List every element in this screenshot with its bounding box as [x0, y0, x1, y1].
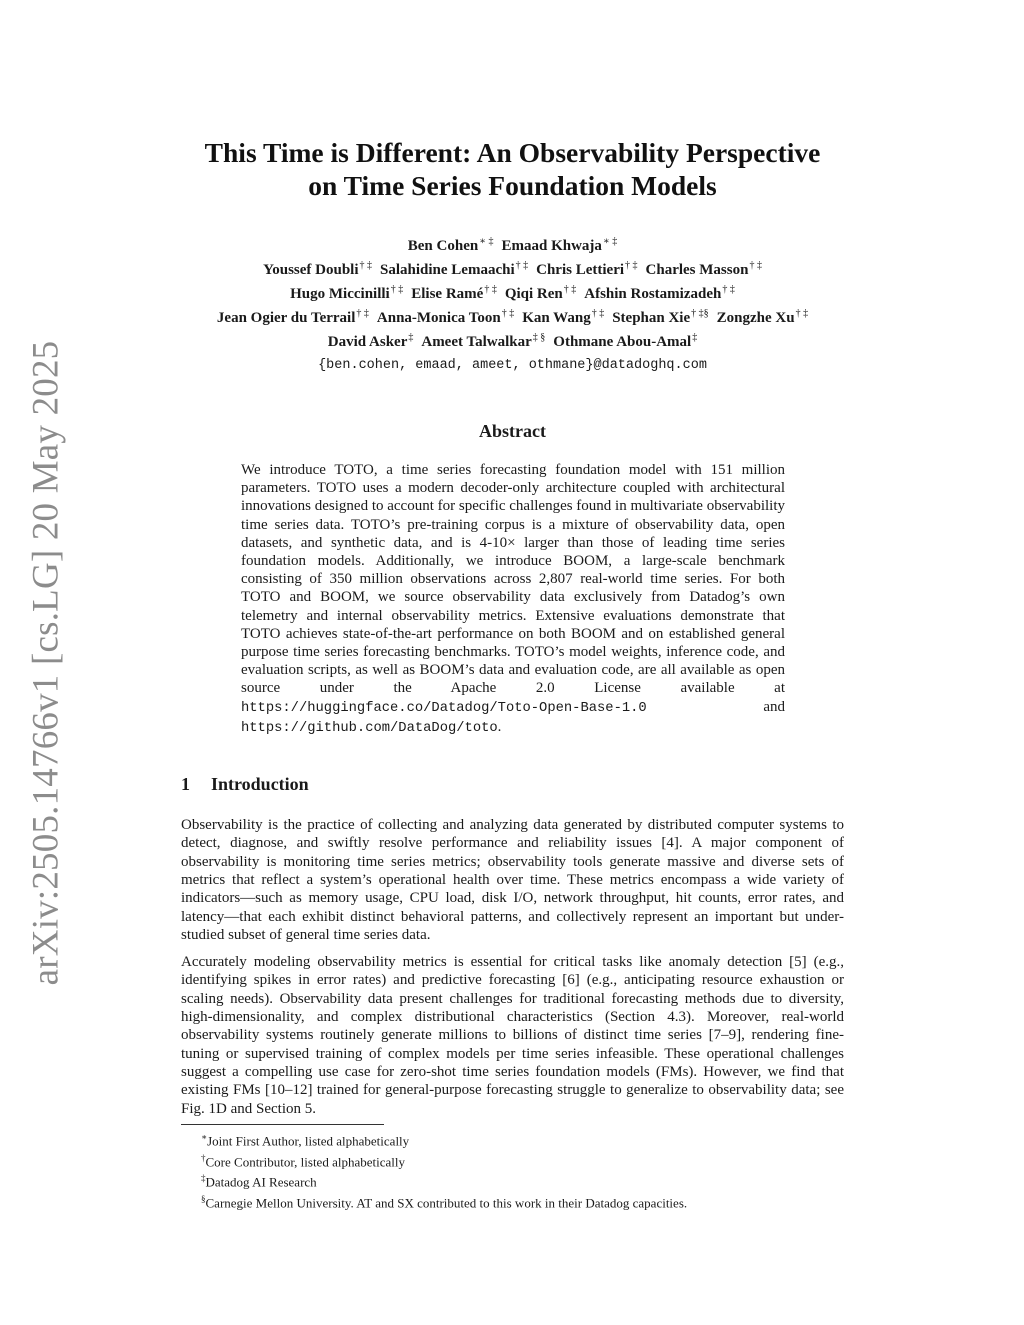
- author-affiliation-mark: ‡: [692, 332, 698, 343]
- author-line: [181, 304, 844, 328]
- arxiv-stamp: [16, 340, 76, 986]
- abstract-and: and: [646, 698, 785, 715]
- author-affiliation-mark: † ‡§: [691, 308, 709, 319]
- author-name: Elise Ramé† ‡: [411, 284, 497, 302]
- author-block: [181, 232, 844, 376]
- author-name: Qiqi Ren† ‡: [504, 284, 577, 302]
- footnote: [201, 1150, 844, 1171]
- author-name: Ameet Talwalkar‡ §: [421, 332, 546, 350]
- footnote-mark: ‡: [201, 1173, 206, 1184]
- section-heading: [181, 774, 844, 795]
- footnote-text: Joint First Author, listed alphabetically: [207, 1133, 410, 1149]
- footnote-text: Datadog AI Research: [205, 1174, 317, 1190]
- author-affiliation-mark: † ‡: [625, 260, 638, 271]
- author-affiliation-mark: ∗ ‡: [602, 236, 618, 247]
- author-line: [181, 280, 844, 304]
- author-affiliation-mark: † ‡: [501, 308, 515, 319]
- author-name: Charles Masson† ‡: [645, 260, 762, 278]
- title-line-1: This Time is Different: An Observability Perspective: [204, 137, 821, 168]
- author-affiliation-mark: † ‡: [484, 284, 497, 295]
- author-affiliation-mark: † ‡: [749, 260, 762, 271]
- author-name: Anna-Monica Toon† ‡: [376, 308, 515, 326]
- author-line: [181, 256, 844, 280]
- author-affiliation-mark: ‡ §: [532, 332, 546, 343]
- author-affiliation-mark: † ‡: [795, 308, 809, 319]
- author-affiliation-mark: † ‡: [515, 260, 529, 271]
- footnote: [201, 1191, 844, 1212]
- author-line: [181, 232, 844, 256]
- author-name: Salahidine Lemaachi† ‡: [380, 260, 529, 278]
- title-line-2: on Time Series Foundation Models: [308, 170, 717, 201]
- footnote-mark: §: [201, 1194, 206, 1205]
- footnote-text: Core Contributor, listed alphabetically: [205, 1153, 405, 1169]
- abstract-end: .: [497, 718, 502, 735]
- section-title: Introduction: [211, 774, 309, 795]
- footnotes: [181, 1129, 844, 1212]
- footnote-mark: ∗: [201, 1131, 208, 1142]
- author-name: Kan Wang† ‡: [522, 308, 605, 326]
- author-name: Jean Ogier du Terrail† ‡: [216, 308, 369, 326]
- author-affiliation-mark: † ‡: [722, 284, 735, 295]
- section-number: 1: [181, 774, 190, 795]
- footnote-mark: †: [201, 1152, 206, 1163]
- author-name: Youssef Doubli† ‡: [263, 260, 373, 278]
- abstract-heading: Abstract: [479, 421, 546, 441]
- author-emails: {ben.cohen, emaad, ameet, othmane}@datadoghq.com: [318, 358, 707, 373]
- intro-paragraph-2: Accurately modeling observability metrics is essential for critical tasks like anomaly detection [5] (e.g., identifying spikes in error rates) and predictive forecasting [6] (e.g., anticipating resource exhaustion or scaling needs). Observability data present challenges for traditional forecasting methods due to diversity, high-dimensionality, and complex distributional characteristics (Section 4.3). Moreover, real-world observability systems routinely generate millions to billions of distinct time series [7–9], rendering fine-tuning or supervised training of complex models per time series infeasible. These operational challenges suggest a compelling use case for zero-shot time series foundation models (FMs). However, we find that existing FMs [10–12] trained for general-purpose forecasting struggle to generalize to observability data; see Fig. 1D and Section 5.: [181, 954, 844, 1117]
- author-name: Zongzhe Xu† ‡: [716, 308, 809, 326]
- author-affiliation-mark: ∗ ‡: [479, 236, 494, 247]
- author-affiliation-mark: † ‡: [359, 260, 373, 271]
- author-name: Hugo Miccinilli† ‡: [290, 284, 404, 302]
- abstract-body-text: We introduce TOTO, a time series forecasting foundation model with 151 million parameters. TOTO uses a modern decoder-only architecture coupled with architectural innovations designed to account for specific challenges found in multivariate observability time series data. TOTO’s pre-training corpus is a mixture of observability data, open datasets, and synthetic data, and is 4-10× larger than those of leading time series foundation models. Additionally, we introduce BOOM, a large-scale benchmark consisting of 350 million observations across 2,807 real-world time series. For both TOTO and BOOM, we source observability data exclusively from Datadog’s own telemetry and internal observability metrics. Extensive evaluations demonstrate that TOTO achieves state-of-the-art performance on both BOOM and on established general purpose time series forecasting benchmarks. TOTO’s model weights, inference code, and evaluation scripts, as well as BOOM’s data and evaluation code, are all available as open source under the Apache 2.0 License available at: [241, 462, 786, 697]
- author-name: Ben Cohen∗ ‡: [407, 236, 494, 254]
- abstract-text: [241, 461, 785, 738]
- author-name: David Asker‡: [327, 332, 414, 350]
- author-name: Emaad Khwaja∗ ‡: [501, 236, 618, 254]
- author-affiliation-mark: † ‡: [563, 284, 577, 295]
- huggingface-link[interactable]: https://huggingface.co/Datadog/Toto-Open-Base-1.0: [241, 700, 647, 716]
- author-name: Chris Lettieri† ‡: [536, 260, 638, 278]
- paper-page: [181, 132, 844, 1212]
- footnote-text: Carnegie Mellon University. AT and SX contributed to this work in their Datadog capacities.: [205, 1195, 688, 1211]
- author-lines: [181, 232, 844, 352]
- footnote: [201, 1170, 844, 1191]
- author-line: [181, 328, 844, 352]
- github-link[interactable]: https://github.com/DataDog/toto: [241, 720, 498, 736]
- author-affiliation-mark: ‡: [408, 332, 414, 343]
- author-affiliation-mark: † ‡: [356, 308, 369, 319]
- paper-title: [181, 136, 844, 202]
- author-name: Stephan Xie† ‡§: [612, 308, 709, 326]
- footnote-divider: [181, 1124, 384, 1125]
- author-name: Afshin Rostamizadeh† ‡: [584, 284, 735, 302]
- author-affiliation-mark: † ‡: [591, 308, 605, 319]
- arxiv-stamp-text: arXiv:2505.14766v1 [cs.LG] 20 May 2025: [25, 340, 67, 986]
- author-name: Othmane Abou-Amal‡: [553, 332, 698, 350]
- intro-paragraph-1: Observability is the practice of collecting and analyzing data generated by distributed computer systems to detect, diagnose, and swiftly resolve performance and reliability issues [4]. A major component of observability is monitoring time series metrics; observability tools generate massive and diverse sets of metrics that reflect a system’s operational health over time. These metrics encompass a wide variety of indicators—such as memory usage, CPU load, disk I/O, network throughput, hit counts, error rates, and latency—that each exhibit distinct behavioral patterns, and collectively represent an important but under-studied subset of general time series data.: [181, 817, 844, 943]
- author-affiliation-mark: † ‡: [390, 284, 404, 295]
- footnote: [201, 1129, 844, 1150]
